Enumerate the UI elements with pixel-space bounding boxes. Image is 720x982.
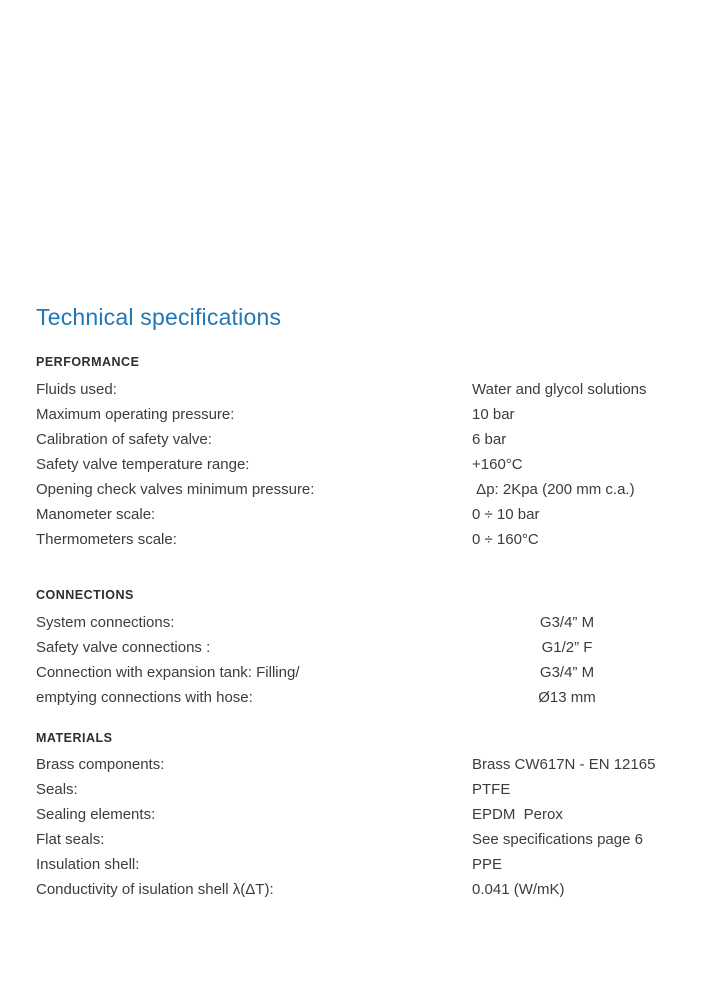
spec-label: Opening check valves minimum pressure:	[36, 481, 315, 498]
spec-label: Insulation shell:	[36, 856, 140, 873]
spec-value: PTFE	[472, 781, 511, 798]
spec-row	[36, 752, 680, 777]
spec-row	[36, 877, 680, 902]
spec-value: PPE	[472, 856, 503, 873]
spec-label: Conductivity of isulation shell λ(ΔT):	[36, 881, 274, 898]
spec-rows	[36, 377, 680, 552]
spec-label: Flat seals:	[36, 831, 105, 848]
spec-label: Brass components:	[36, 756, 165, 773]
section-materials	[36, 731, 680, 902]
spec-label: Calibration of safety valve:	[36, 431, 212, 448]
spec-row	[36, 402, 680, 427]
spec-row	[36, 685, 680, 710]
spec-value: +160°C	[472, 456, 523, 473]
spec-value: See specifications page 6	[472, 831, 643, 848]
section-connections	[36, 588, 680, 710]
spec-label: Fluids used:	[36, 381, 117, 398]
spec-row	[36, 427, 680, 452]
spec-rows	[36, 610, 680, 710]
spec-label: Seals:	[36, 781, 78, 798]
section-heading: CONNECTIONS	[36, 588, 134, 602]
spec-label: Safety valve connections :	[36, 639, 211, 656]
spec-row	[36, 377, 680, 402]
spec-row	[36, 635, 680, 660]
section-heading: PERFORMANCE	[36, 355, 140, 369]
spec-value: Δp: 2Kpa (200 mm c.a.)	[472, 481, 635, 498]
spec-label: Thermometers scale:	[36, 531, 177, 548]
spec-label: System connections:	[36, 614, 175, 631]
spec-row	[36, 660, 680, 685]
spec-row	[36, 802, 680, 827]
spec-value: G3/4” M	[539, 614, 595, 631]
spec-label: Connection with expansion tank: Filling/	[36, 664, 300, 681]
page-title: Technical specifications	[36, 304, 282, 330]
spec-label: emptying connections with hose:	[36, 689, 253, 706]
spec-value: 10 bar	[472, 406, 515, 423]
spec-value: 6 bar	[472, 431, 507, 448]
spec-value: Water and glycol solutions	[472, 381, 647, 398]
spec-value: G1/2” F	[541, 639, 593, 656]
spec-value: 0.041 (W/mK)	[472, 881, 565, 898]
spec-label: Sealing elements:	[36, 806, 156, 823]
spec-label: Manometer scale:	[36, 506, 156, 523]
spec-row	[36, 527, 680, 552]
spec-value: EPDM Perox	[472, 806, 563, 823]
spec-row	[36, 777, 680, 802]
section-performance	[36, 355, 680, 552]
spec-row	[36, 610, 680, 635]
spec-row	[36, 452, 680, 477]
spec-value: Ø13 mm	[538, 689, 596, 706]
spec-label: Safety valve temperature range:	[36, 456, 250, 473]
spec-row	[36, 827, 680, 852]
spec-row	[36, 852, 680, 877]
section-heading: MATERIALS	[36, 731, 113, 745]
spec-rows	[36, 752, 680, 902]
spec-label: Maximum operating pressure:	[36, 406, 235, 423]
spec-row	[36, 477, 680, 502]
spec-value: Brass CW617N - EN 12165	[472, 756, 656, 773]
spec-value: 0 ÷ 10 bar	[472, 506, 540, 523]
spec-row	[36, 502, 680, 527]
spec-value: G3/4” M	[539, 664, 595, 681]
spec-value: 0 ÷ 160°C	[472, 531, 539, 548]
